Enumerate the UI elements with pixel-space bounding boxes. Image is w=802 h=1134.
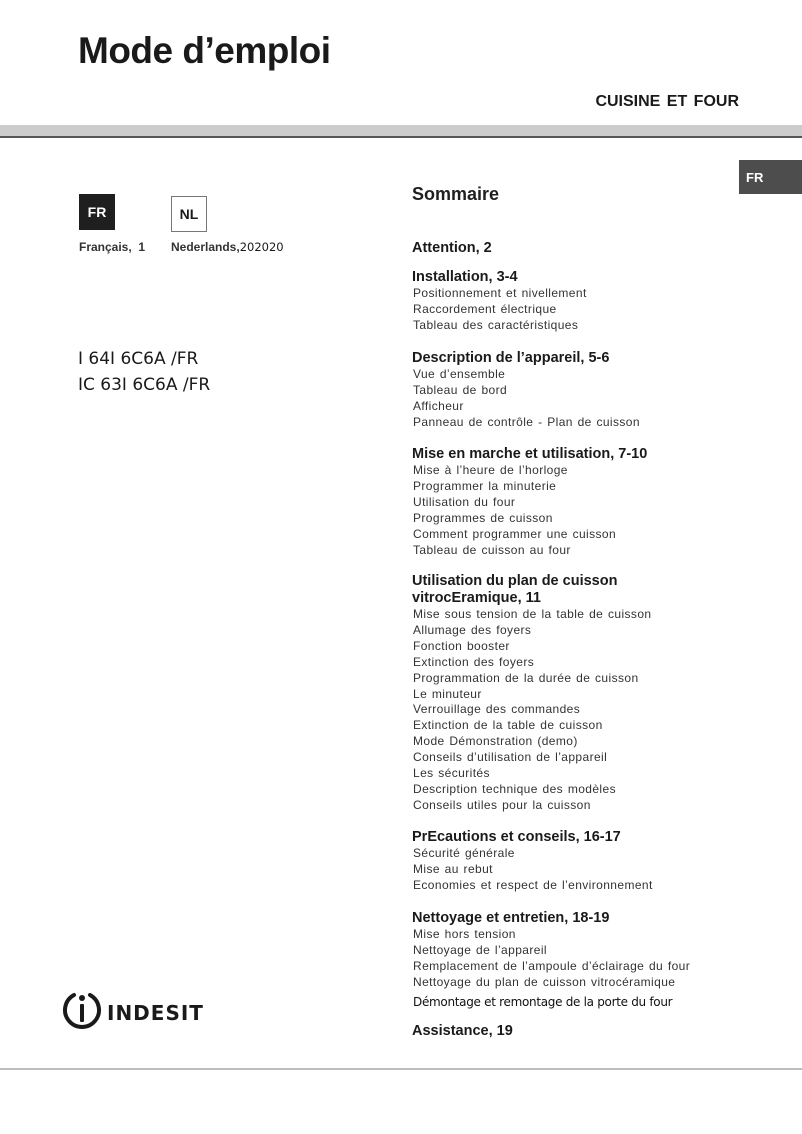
toc-item[interactable]: Les sécurités [413,766,490,781]
language-label-fr[interactable] [79,240,145,254]
toc-item[interactable]: Verrouillage des commandes [413,702,581,717]
toc-section-heading[interactable]: Attention, 2 [412,240,492,256]
toc-item[interactable]: Extinction de la table de cuisson [413,718,603,733]
toc-section-nettoyage [412,910,752,1011]
toc-item[interactable]: Remplacement de l’ampoule d’éclairage du four [413,958,691,973]
toc-item[interactable]: Tableau des caractéristiques [413,317,579,332]
toc-section-mise-en-marche [412,446,752,558]
toc-item[interactable]: Panneau de contrôle - Plan de cuisson [413,414,640,429]
toc-section-heading[interactable]: Mise en marche et utilisation, 7-10 [412,446,648,462]
brand-logo [62,988,204,1032]
language-label-nl[interactable] [171,240,284,254]
toc-item[interactable]: Mise hors tension [413,927,516,941]
toc-title: Sommaire [412,184,500,204]
toc-item[interactable]: Description technique des modèles [413,781,616,796]
model-list [78,346,210,398]
toc-item[interactable]: Afficheur [413,398,464,413]
page-title: Mode d’emploi [78,30,331,71]
toc-section-heading[interactable]: Nettoyage et entretien, 18-19 [412,910,610,926]
toc-section-assistance [412,1023,752,1040]
toc-item[interactable]: Mise au rebut [413,861,493,876]
language-name-fr: Français, [79,240,132,254]
toc-item[interactable]: Raccordement électrique [413,301,557,316]
toc-section-heading[interactable]: Utilisation du plan de cuisson [412,573,618,589]
toc-item[interactable]: Economies et respect de l’environnement [413,877,653,892]
language-box-fr[interactable]: FR [79,194,115,230]
toc-item[interactable]: Comment programmer une cuisson [413,526,617,541]
toc-item[interactable]: Sécurité générale [413,846,515,860]
brand-name: indesit [107,993,204,1027]
toc-section-heading[interactable]: Assistance, 19 [412,1023,513,1039]
toc-item[interactable]: Mode Démonstration (demo) [413,734,578,749]
document-subtitle: CUISINE ET FOUR [595,93,739,110]
toc-section-heading[interactable]: Installation, 3-4 [412,269,518,285]
toc-section-heading[interactable]: PrEcautions et conseils, 16-17 [412,829,621,845]
toc-item[interactable]: Programmation de la durée de cuisson [413,670,639,685]
language-page-fr: 1 [138,240,146,254]
toc-item[interactable]: Le minuteur [413,686,482,701]
language-box-nl[interactable]: NL [171,196,207,232]
language-page-nl: 202020 [239,240,284,254]
toc-item[interactable]: Mise à l’heure de l’horloge [413,463,568,477]
toc-item[interactable]: Extinction des foyers [413,654,535,669]
language-name-nl: Nederlands, [171,240,240,254]
toc-section-attention [412,240,752,257]
toc-item[interactable]: Nettoyage du plan de cuisson vitrocéramique [413,974,676,989]
toc-section-heading-continued[interactable]: vitrocEramique, 11 [412,590,541,606]
toc-item[interactable]: Utilisation du four [413,494,516,509]
toc-item[interactable]: Vue d’ensemble [413,367,506,381]
model-number: I 64I 6C6A /FR [78,349,199,369]
toc-item[interactable]: Conseils utiles pour la cuisson [413,797,591,812]
toc-item[interactable]: Allumage des foyers [413,622,532,637]
indesit-logo-icon [62,988,102,1032]
toc-section-description [412,350,752,431]
toc-item[interactable]: Nettoyage de l’appareil [413,942,547,957]
toc-item[interactable]: Programmer la minuterie [413,478,557,493]
language-side-tab: FR [739,160,802,194]
toc-item[interactable]: Mise sous tension de la table de cuisson [413,607,652,621]
footer-divider [0,1068,802,1070]
toc-section-heading[interactable]: Description de l’appareil, 5-6 [412,350,610,366]
toc-section-precautions [412,829,752,894]
header-divider-bar [0,125,802,138]
toc-section-installation [412,269,752,334]
toc-item[interactable]: Fonction booster [413,638,510,653]
toc-section-plan-de-cuisson [412,573,752,814]
toc-item[interactable]: Tableau de cuisson au four [413,542,571,557]
toc-item[interactable]: Programmes de cuisson [413,510,553,525]
model-number: IC 63I 6C6A /FR [78,375,211,395]
toc-item[interactable]: Démontage et remontage de la porte du four [413,994,673,1009]
toc-item[interactable]: Tableau de bord [413,382,508,397]
toc-item[interactable]: Positionnement et nivellement [413,286,587,300]
toc-item[interactable]: Conseils d’utilisation de l’appareil [413,750,608,765]
